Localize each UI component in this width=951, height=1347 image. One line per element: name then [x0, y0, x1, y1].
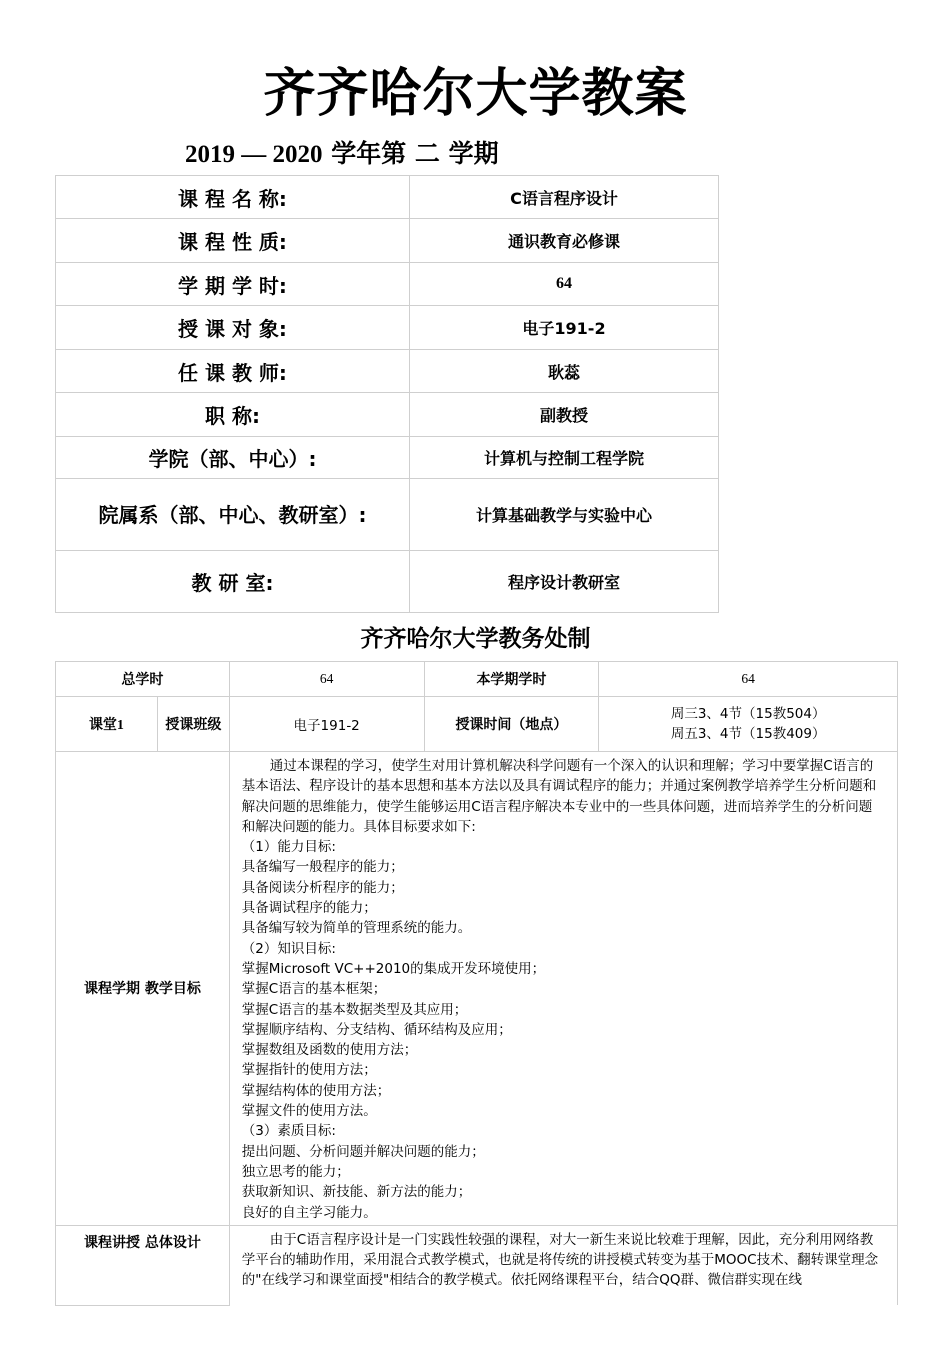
- class-group-label: 授课班级: [157, 697, 229, 752]
- info-label: 学 期 学 时:: [56, 263, 410, 306]
- info-row-department: [56, 479, 719, 551]
- goal-line: （1）能力目标:: [241, 839, 336, 856]
- document-title: 齐齐哈尔大学教案: [263, 64, 688, 124]
- total-hours-value: 64: [229, 662, 424, 697]
- info-label: 学院（部、中心）:: [56, 437, 410, 479]
- goal-line: 独立思考的能力；: [241, 1163, 350, 1180]
- time-line: 周三3、4节（15教504）: [670, 706, 826, 722]
- info-row-course-type: [56, 219, 719, 263]
- info-value: 副教授: [410, 393, 719, 437]
- plan-row-goals: [56, 752, 898, 1226]
- plan-row-hours: [56, 662, 898, 697]
- term-suffix: 学年第 二 学期: [331, 139, 499, 168]
- info-row-teacher: [56, 350, 719, 393]
- goal-line: 具备编写一般程序的能力；: [241, 859, 404, 876]
- info-label: 课 程 名 称:: [56, 176, 410, 219]
- info-value: 计算基础教学与实验中心: [410, 479, 719, 551]
- info-row-office: [56, 551, 719, 613]
- info-row-title: [56, 393, 719, 437]
- info-label: 教 研 室:: [56, 551, 410, 613]
- goal-line: 良好的自主学习能力。: [241, 1204, 377, 1221]
- design-label: 课程讲授 总体设计: [56, 1225, 230, 1305]
- goals-list: [242, 837, 885, 1223]
- goal-line: 掌握顺序结构、分支结构、循环结构及应用；: [241, 1021, 512, 1038]
- goal-line: 具备调试程序的能力；: [241, 900, 377, 917]
- goals-body: [229, 752, 897, 1226]
- time-line: 周五3、4节（15教409）: [670, 726, 826, 742]
- design-text: 由于C语言程序设计是一门实践性较强的课程，对大一新生来说比较难于理解，因此，充分利用网络教学平台的辅助作用，采用混合式教学模式，也就是将传统的讲授模式转变为基于MOOC技术、翻转课堂理念的"在线学习和课堂面授"相结合的教学模式。依托网络课程平台，结合QQ群、微信群实现在线: [241, 1231, 879, 1289]
- info-value: 通识教育必修课: [410, 219, 719, 263]
- goals-label: 课程学期 教学目标: [56, 752, 230, 1226]
- time-label: 授课时间（地点）: [424, 697, 599, 752]
- info-row-hours: [56, 263, 719, 306]
- goals-intro: 通过本课程的学习，使学生对用计算机解决科学问题有一个深入的认识和理解；学习中要掌握C语言的基本语法、程序设计的基本思想和基本方法以及具有调试程序的能力；并通过案例教学培养学生分析问题和解决问题的思维能力，使学生能够运用C语言程序解决本专业中的一些具体问题，进而培养学生的分析问题和解决问题的能力。具体目标要求如下:: [241, 758, 877, 835]
- course-info-table: [55, 175, 719, 613]
- total-hours-label: 总学时: [56, 662, 230, 697]
- goal-line: 具备编写较为简单的管理系统的能力。: [241, 920, 472, 937]
- info-value: 计算机与控制工程学院: [410, 437, 719, 479]
- info-value: 程序设计教研室: [410, 551, 719, 613]
- goal-line: 掌握C语言的基本框架；: [241, 981, 387, 998]
- plan-row-class: [56, 697, 898, 752]
- info-label: 院属系（部、中心、教研室）:: [56, 479, 410, 551]
- goal-line: 掌握指针的使用方法；: [241, 1062, 377, 1079]
- info-row-college: [56, 437, 719, 479]
- info-label: 授 课 对 象:: [56, 306, 410, 350]
- academic-term: [185, 136, 499, 173]
- info-value: 电子191-2: [410, 306, 719, 350]
- plan-row-design: [56, 1225, 898, 1305]
- info-value: 耿蕊: [410, 350, 719, 393]
- goal-line: （2）知识目标:: [241, 940, 336, 957]
- goal-line: 掌握Microsoft VC++2010的集成开发环境使用；: [241, 960, 546, 977]
- term-hours-label: 本学期学时: [424, 662, 599, 697]
- class-group-value: 电子191-2: [229, 697, 424, 752]
- issuer-line: 齐齐哈尔大学教务处制: [360, 626, 591, 652]
- goal-line: 具备阅读分析程序的能力；: [241, 879, 404, 896]
- goal-line: 掌握文件的使用方法。: [241, 1103, 377, 1120]
- term-hours-value: 64: [599, 662, 898, 697]
- info-label: 任 课 教 师:: [56, 350, 410, 393]
- info-value: C语言程序设计: [410, 176, 719, 219]
- goal-line: 提出问题、分析问题并解决问题的能力；: [241, 1143, 485, 1160]
- goal-line: （3）素质目标:: [241, 1123, 336, 1140]
- goal-line: 掌握结构体的使用方法；: [241, 1082, 391, 1099]
- time-value: [599, 697, 898, 752]
- goal-line: 掌握数组及函数的使用方法；: [241, 1042, 418, 1059]
- info-row-audience: [56, 306, 719, 350]
- info-row-course-name: [56, 176, 719, 219]
- info-value: 64: [410, 263, 719, 306]
- class-label: 课堂1: [56, 697, 158, 752]
- goal-line: 掌握C语言的基本数据类型及其应用；: [241, 1001, 468, 1018]
- info-label: 课 程 性 质:: [56, 219, 410, 263]
- teaching-plan-table: [55, 661, 898, 1306]
- goal-line: 获取新知识、新技能、新方法的能力；: [241, 1184, 472, 1201]
- info-label: 职 称:: [56, 393, 410, 437]
- term-years: 2019 — 2020: [185, 141, 323, 168]
- design-body: [229, 1225, 897, 1305]
